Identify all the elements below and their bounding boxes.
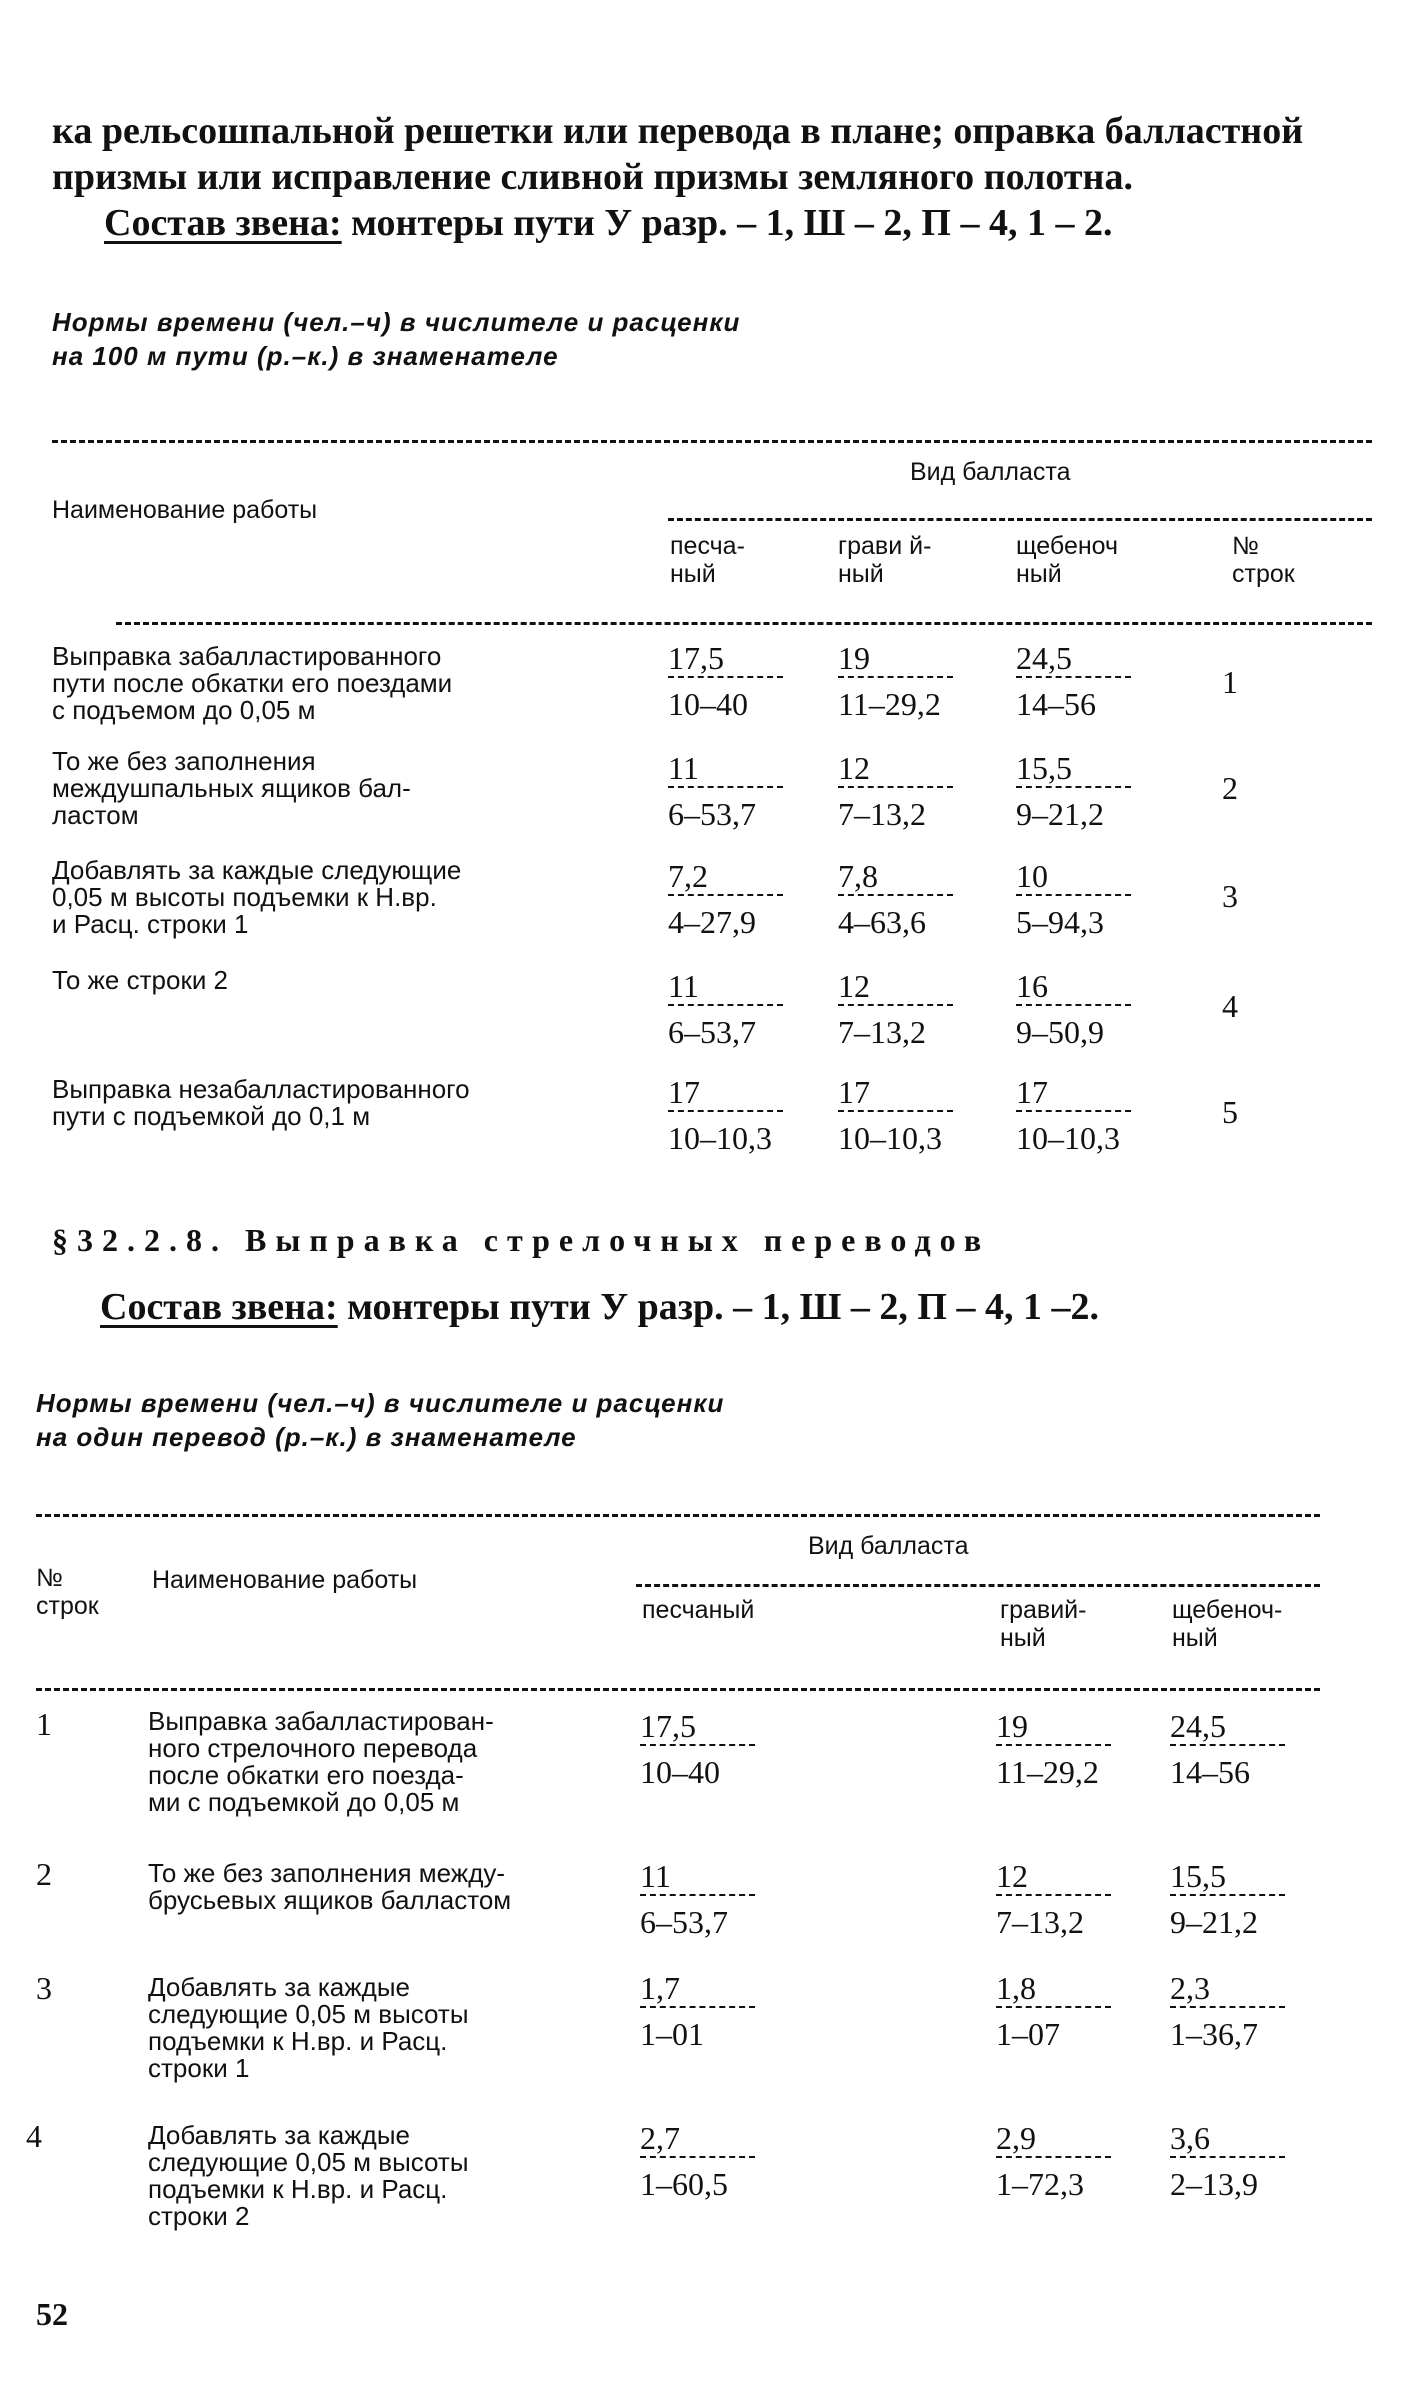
table1-row-2-name-line-1: То же без заполнения [52,746,316,776]
table2-header-gravel-line-1: гравий- [1000,1596,1087,1624]
section-crew [100,1284,1099,1330]
table2-row-3-crushed-rate: 1–36,7 [1170,2016,1258,2052]
table2-row-4-name-line-2: следующие 0,05 м высоты [148,2147,469,2177]
table2-row-2-gravel [996,1858,1126,1942]
table2-row-2-gravel-rate: 7–13,2 [996,1904,1084,1940]
table1-row-5-gravel [838,1074,968,1158]
table1-row-3-crushed [1016,858,1146,942]
table1-header-row-no-line-2: строк [1232,560,1295,588]
table1-row-1-sand-norm: 17,5 [668,640,783,678]
table1-row-1-sand [668,640,798,724]
table2-row-1-crushed-norm: 24,5 [1170,1708,1285,1746]
table1-row-4-no: 4 [1222,988,1238,1024]
table1-row-5-sand [668,1074,798,1158]
table2-header-row-no-line-1: № [36,1564,63,1592]
table1-header-gravel-line-1: грави й- [838,532,932,560]
table1-row-4-sand-norm: 11 [668,968,783,1006]
table1-row-1-crushed-norm: 24,5 [1016,640,1131,678]
table1-row-1-gravel-norm: 19 [838,640,953,678]
table2-row-4-name-line-1: Добавлять за каждые [148,2120,410,2150]
table2-row-3-name-line-1: Добавлять за каждые [148,1972,410,2002]
table1-row-1-name [52,643,452,724]
table1-header-crushed-line-1: щебеноч [1016,532,1119,560]
table1-row-2-gravel-norm: 12 [838,750,953,788]
table1-row-2-no: 2 [1222,770,1238,806]
table2-row-1-gravel-norm: 19 [996,1708,1111,1746]
table2-row-2-name-line-1: То же без заполнения между- [148,1858,506,1888]
table1-row-3-gravel-norm: 7,8 [838,858,953,896]
table2-row-3-sand [640,1970,770,2054]
table2-row-1-name-line-4: ми с подъемкой до 0,05 м [148,1787,460,1817]
table2-header-work-name: Наименование работы [152,1566,418,1594]
table1-row-4-name-line-1: То же строки 2 [52,965,229,995]
table1-header-sand-line-2: ный [670,560,716,588]
table1-row-5-sand-rate: 10–10,3 [668,1120,772,1156]
table2-row-2-name-line-2: брусьевых ящиков балластом [148,1885,512,1915]
table1-row-2-name-line-3: ластом [52,800,139,830]
table1-row-4-gravel [838,968,968,1052]
table2-row-4-no: 4 [26,2118,42,2154]
table2-header-crushed-line-2: ный [1172,1624,1218,1652]
table1-row-2-sand-rate: 6–53,7 [668,796,756,832]
table1-caption-line-1: Нормы времени (чел.–ч) в числителе и расценки [52,307,741,337]
table1-row-5-gravel-norm: 17 [838,1074,953,1112]
table2-row-3-gravel-rate: 1–07 [996,2016,1060,2052]
table2-header-sand: песчаный [642,1596,755,1624]
table1-row-5-no: 5 [1222,1094,1238,1130]
table1-row-5-crushed [1016,1074,1146,1158]
table1-row-2-crushed-norm: 15,5 [1016,750,1131,788]
intro-crew [52,200,1303,246]
table2-row-4-name-line-4: строки 2 [148,2201,250,2231]
table1-row-3-name-line-1: Добавлять за каждые следующие [52,855,462,885]
table1-row-3-name [52,857,461,938]
table2-row-1-gravel [996,1708,1126,1792]
table2-row-3-sand-rate: 1–01 [640,2016,704,2052]
table1-row-1-crushed-rate: 14–56 [1016,686,1096,722]
table2-caption [36,1386,724,1454]
table1-row-2-crushed [1016,750,1146,834]
table1-row-2-sand-norm: 11 [668,750,783,788]
table2-header-row-no [36,1564,99,1620]
table1-row-1-name-line-1: Выправка забалластированного [52,641,442,671]
table2-row-4-sand [640,2120,770,2204]
table1-row-2-gravel-rate: 7–13,2 [838,796,926,832]
table2-row-1-name-line-3: после обкатки его поезда- [148,1760,464,1790]
table1-row-3-sand-rate: 4–27,9 [668,904,756,940]
table1-caption [52,305,740,373]
table1-row-2-sand [668,750,798,834]
table2-row-1-name [148,1708,494,1816]
table2-row-4-gravel-rate: 1–72,3 [996,2166,1084,2202]
table1-row-3-name-line-3: и Расц. строки 1 [52,909,249,939]
table1-row-3-gravel-rate: 4–63,6 [838,904,926,940]
table1-row-5-name-line-2: пути с подъемкой до 0,1 м [52,1101,371,1131]
table2-row-2-sand-rate: 6–53,7 [640,1904,728,1940]
table1-row-2-gravel [838,750,968,834]
table2-row-3-gravel [996,1970,1126,2054]
table1-row-1-gravel-rate: 11–29,2 [838,686,941,722]
table1-row-3-gravel [838,858,968,942]
table2-row-3-sand-norm: 1,7 [640,1970,755,2008]
table1-row-4-gravel-norm: 12 [838,968,953,1006]
table1-row-5-gravel-rate: 10–10,3 [838,1120,942,1156]
table1-header-row-no [1232,532,1295,588]
table1-row-1-gravel [838,640,968,724]
table1-header-work-name: Наименование работы [52,496,318,524]
table2-row-3-crushed [1170,1970,1300,2054]
table1-row-4-sand-rate: 6–53,7 [668,1014,756,1050]
table2-row-4-gravel-norm: 2,9 [996,2120,1111,2158]
table2-row-4-name [148,2122,469,2230]
table2-header-sub-rule [636,1584,1320,1587]
table2-row-1-name-line-2: ного стрелочного перевода [148,1733,478,1763]
table2-top-rule [36,1514,1320,1517]
table2-row-2-crushed [1170,1858,1300,1942]
table1-header-sand-line-1: песча- [670,532,745,560]
table1-row-5-name-line-1: Выправка незабалластированного [52,1074,470,1104]
table2-row-3-gravel-norm: 1,8 [996,1970,1111,2008]
table2-row-2-gravel-norm: 12 [996,1858,1111,1896]
table1-row-4-sand [668,968,798,1052]
table1-row-5-name [52,1076,470,1130]
table1-row-1-name-line-3: с подъемом до 0,05 м [52,695,316,725]
table2-row-2-no: 2 [36,1856,52,1892]
table2-header-crushed [1172,1596,1282,1652]
table2-caption-line-2: на один перевод (р.–к.) в знаменателе [36,1422,577,1452]
table1-row-3-crushed-norm: 10 [1016,858,1131,896]
table1-caption-line-2: на 100 м пути (р.–к.) в знаменателе [52,341,559,371]
table1-header-ballast-type: Вид балласта [910,458,1071,486]
section-crew-label: Состав звена: [100,1286,338,1328]
intro-line-1: ка рельсошпальной решетки или перевода в плане; оправка балластной [52,110,1304,152]
table2-header-gravel [1000,1596,1086,1652]
table1-header-row-no-line-1: № [1232,532,1259,560]
table2-header-crushed-line-1: щебеноч- [1172,1596,1283,1624]
table1-row-1-no: 1 [1222,664,1238,700]
table2-row-1-name-line-1: Выправка забалластирован- [148,1706,494,1736]
table2-row-3-name-line-2: следующие 0,05 м высоты [148,1999,469,2029]
table2-header-row-no-line-2: строк [36,1592,99,1620]
table1-header-sand [670,532,745,588]
table2-row-1-no: 1 [36,1706,52,1742]
table1-header-crushed [1016,532,1118,588]
intro-paragraph [52,108,1303,246]
table1-row-3-name-line-2: 0,05 м высоты подъемки к Н.вр. [52,882,437,912]
table1-row-3-no: 3 [1222,878,1238,914]
table2-row-2-name [148,1860,511,1914]
table1-row-5-sand-norm: 17 [668,1074,783,1112]
table2-row-4-crushed-rate: 2–13,9 [1170,2166,1258,2202]
table2-row-4-sand-rate: 1–60,5 [640,2166,728,2202]
table2-row-4-gravel [996,2120,1126,2204]
crew-text: монтеры пути У разр. – 1, Ш – 2, П – 4, 1 – 2. [341,202,1113,244]
table2-header-gravel-line-2: ный [1000,1624,1046,1652]
section-title: §32.2.8. Выправка стрелочных переводов [52,1222,991,1258]
table1-row-2-name [52,748,411,829]
table1-row-1-crushed [1016,640,1146,724]
table1-header-gravel [838,532,931,588]
table2-row-2-crushed-rate: 9–21,2 [1170,1904,1258,1940]
table2-row-4-crushed [1170,2120,1300,2204]
table1-row-3-crushed-rate: 5–94,3 [1016,904,1104,940]
table2-header-ballast-type: Вид балласта [808,1532,969,1560]
table1-row-4-name [52,967,228,994]
section-crew-text: монтеры пути У разр. – 1, Ш – 2, П – 4, 1 –2. [337,1286,1099,1328]
table1-header-bottom-rule [116,622,1372,625]
table2-row-1-crushed-rate: 14–56 [1170,1754,1250,1790]
table1-row-3-sand [668,858,798,942]
table2-row-4-sand-norm: 2,7 [640,2120,755,2158]
table2-row-3-name [148,1974,469,2082]
table1-row-4-crushed-norm: 16 [1016,968,1131,1006]
table2-row-1-crushed [1170,1708,1300,1792]
table2-row-1-sand-norm: 17,5 [640,1708,755,1746]
table2-row-2-crushed-norm: 15,5 [1170,1858,1285,1896]
table2-row-1-sand-rate: 10–40 [640,1754,720,1790]
table1-row-5-crushed-rate: 10–10,3 [1016,1120,1120,1156]
table1-header-sub-rule [668,518,1372,521]
table1-row-2-crushed-rate: 9–21,2 [1016,796,1104,832]
table2-row-3-no: 3 [36,1970,52,2006]
table1-row-4-crushed-rate: 9–50,9 [1016,1014,1104,1050]
crew-label: Состав звена: [104,202,342,244]
table1-row-4-gravel-rate: 7–13,2 [838,1014,926,1050]
table1-row-1-name-line-2: пути после обкатки его поездами [52,668,453,698]
intro-line-2: призмы или исправление сливной призмы земляного полотна. [52,156,1133,198]
table2-row-3-crushed-norm: 2,3 [1170,1970,1285,2008]
table2-row-2-sand-norm: 11 [640,1858,755,1896]
table1-header-crushed-line-2: ный [1016,560,1062,588]
table1-header-gravel-line-2: ный [838,560,884,588]
table1-row-1-sand-rate: 10–40 [668,686,748,722]
table2-row-1-gravel-rate: 11–29,2 [996,1754,1099,1790]
table1-row-4-crushed [1016,968,1146,1052]
table2-row-3-name-line-4: строки 1 [148,2053,250,2083]
table2-row-1-sand [640,1708,770,1792]
table2-row-2-sand [640,1858,770,1942]
table1-row-3-sand-norm: 7,2 [668,858,783,896]
table2-row-4-name-line-3: подъемки к Н.вр. и Расц. [148,2174,448,2204]
table2-caption-line-1: Нормы времени (чел.–ч) в числителе и расценки [36,1388,725,1418]
page-number: 52 [36,2296,68,2332]
table2-header-bottom-rule [36,1688,1320,1691]
table2-row-4-crushed-norm: 3,6 [1170,2120,1285,2158]
table2-row-3-name-line-3: подъемки к Н.вр. и Расц. [148,2026,448,2056]
table1-top-rule [52,440,1372,443]
table1-row-5-crushed-norm: 17 [1016,1074,1131,1112]
table1-row-2-name-line-2: междушпальных ящиков бал- [52,773,411,803]
